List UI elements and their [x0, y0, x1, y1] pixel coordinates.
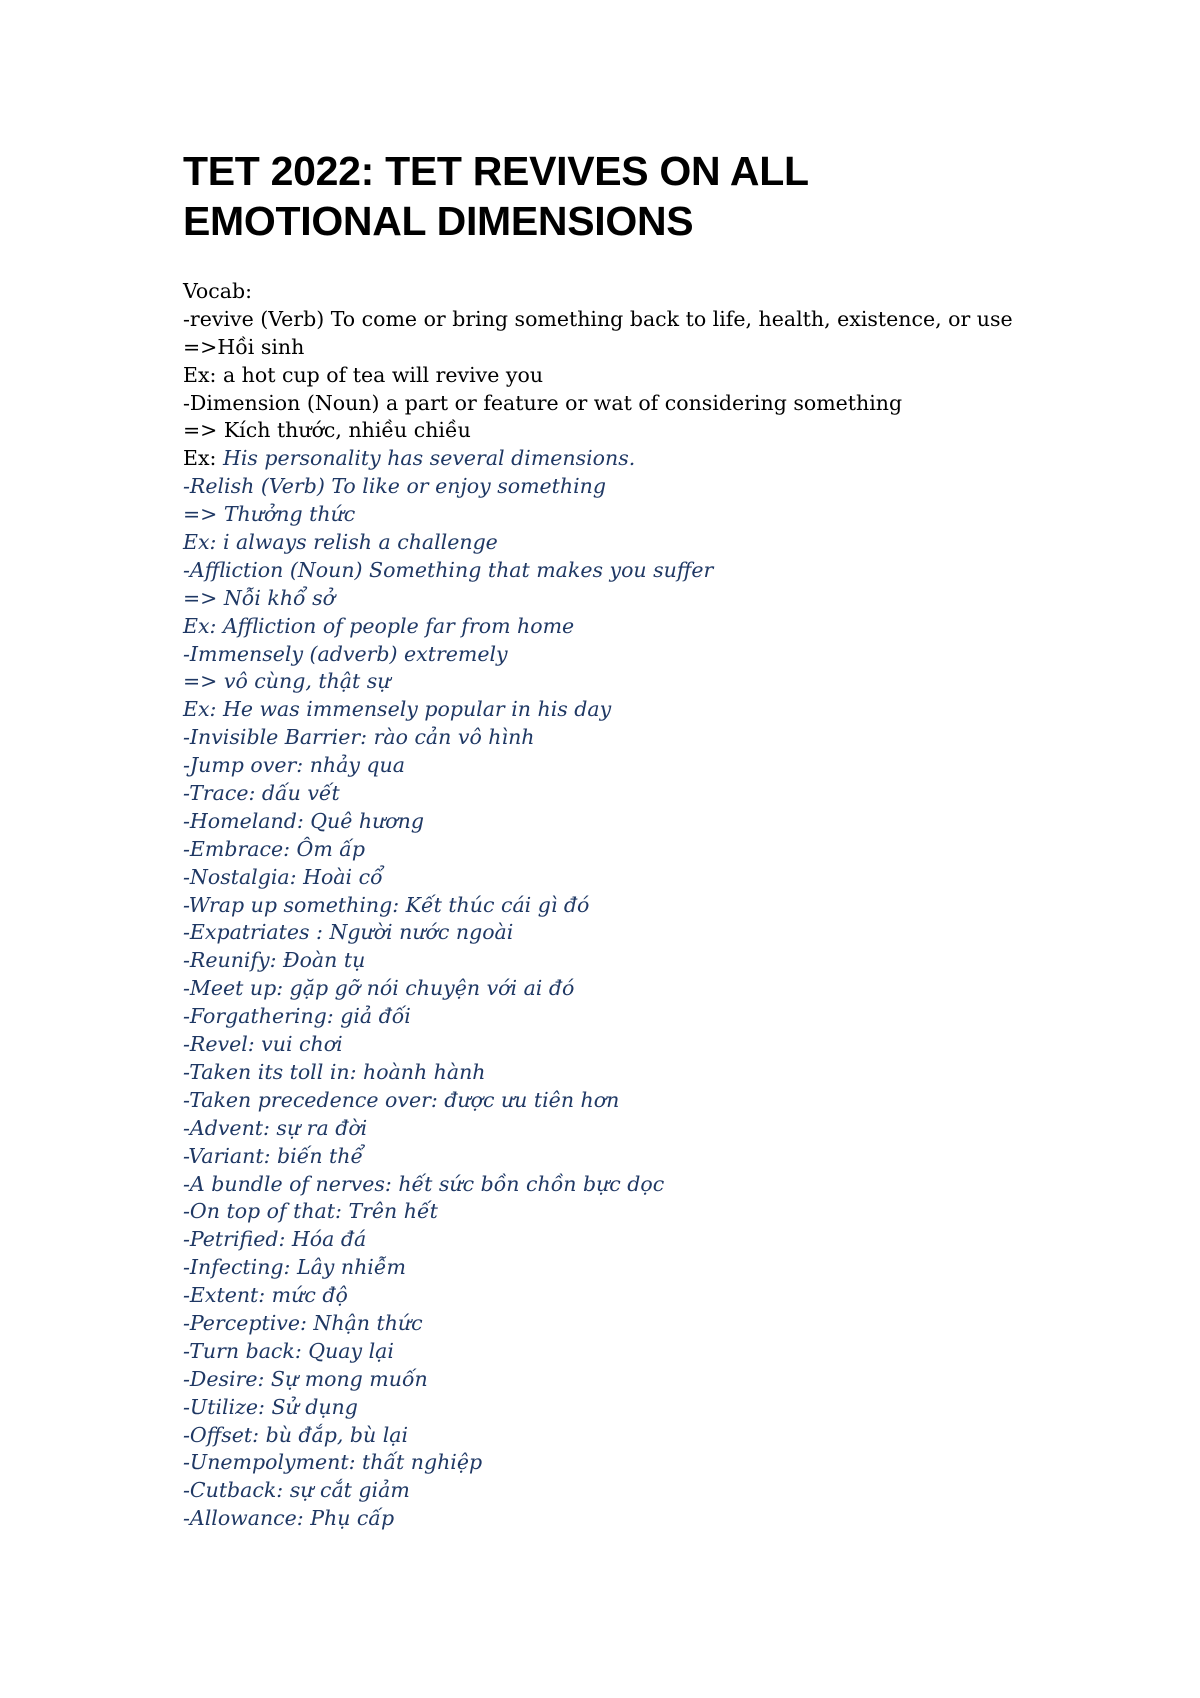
vocab-line: => Nỗi khổ sở [183, 585, 335, 610]
vocab-line: Ex: Affliction of people far from home [183, 613, 575, 638]
vocab-line: -On top of that: Trên hết [183, 1199, 438, 1224]
vocab-line: Ex: He was immensely popular in his day [183, 697, 612, 722]
vocab-line: Ex: i always relish a challenge [183, 530, 498, 555]
vocab-line: -Embrace: Ôm ấp [183, 836, 365, 861]
vocab-line: -Jump over: nhảy qua [183, 753, 405, 778]
vocab-line: => Kích thước, nhiều chiều [183, 418, 471, 443]
vocab-line: -Petrified: Hóa đá [183, 1227, 367, 1252]
vocab-line: -Perceptive: Nhận thức [183, 1310, 423, 1335]
vocab-line: -Unempolyment: thất nghiệp [183, 1450, 483, 1475]
vocab-line: Ex: a hot cup of tea will revive you [183, 362, 544, 387]
vocab-line: -Homeland: Quê hương [183, 808, 424, 833]
vocab-line: =>Hồi sinh [183, 334, 305, 359]
vocab-line: -Wrap up something: Kết thúc cái gì đó [183, 892, 590, 917]
vocab-line: -Cutback: sự cắt giảm [183, 1478, 410, 1503]
vocab-line: -Meet up: gặp gỡ nói chuyện với ai đó [183, 976, 575, 1001]
vocab-line: -Nostalgia: Hoài cổ [183, 864, 383, 889]
vocab-heading: Vocab: [183, 279, 252, 303]
vocab-line: -A bundle of nerves: hết sức bồn chồn bực dọc [183, 1171, 665, 1196]
vocab-line: => vô cùng, thật sự [183, 669, 391, 694]
vocab-line: -Advent: sự ra đời [183, 1115, 368, 1140]
vocab-list [183, 278, 1183, 1533]
vocab-line: => Thưởng thức [183, 502, 356, 527]
italic-vocab-lines [183, 473, 1183, 1533]
example-prefix: Ex: [183, 446, 223, 471]
vocab-line: -Invisible Barrier: rào cản vô hình [183, 725, 535, 750]
vocab-line: -Expatriates : Người nước ngoài [183, 920, 514, 945]
vocab-line: -Desire: Sự mong muốn [183, 1366, 428, 1391]
title-line-2: EMOTIONAL DIMENSIONS [183, 198, 694, 244]
vocab-line: -Dimension (Noun) a part or feature or wat of considering something [183, 390, 903, 415]
vocab-line: -Taken precedence over: được ưu tiên hơn [183, 1087, 620, 1112]
vocab-line: -revive (Verb) To come or bring something back to life, health, existence, or use [183, 306, 1013, 331]
vocab-line: -Turn back: Quay lại [183, 1338, 394, 1363]
vocab-line: -Affliction (Noun) Something that makes you suffer [183, 557, 714, 582]
example-text: His personality has several dimensions. [222, 446, 636, 471]
vocab-line: -Revel: vui chơi [183, 1032, 343, 1057]
vocab-line: -Forgathering: giả đối [183, 1004, 411, 1029]
vocab-line: -Utilize: Sử dụng [183, 1394, 358, 1419]
vocab-line: -Variant: biến thể [183, 1143, 364, 1168]
vocab-line: -Offset: bù đắp, bù lại [183, 1422, 409, 1447]
vocab-line: -Reunify: Đoàn tụ [183, 948, 366, 973]
vocab-example-line [183, 445, 1183, 473]
title-line-1: TET 2022: TET REVIVES ON ALL [183, 148, 809, 194]
vocab-line: -Infecting: Lây nhiễm [183, 1255, 406, 1280]
vocab-line: -Extent: mức độ [183, 1283, 348, 1308]
document-title [183, 146, 1143, 246]
vocab-line: -Immensely (adverb) extremely [183, 641, 508, 666]
vocab-line: -Trace: dấu vết [183, 781, 340, 806]
vocab-line: -Taken its toll in: hoành hành [183, 1059, 486, 1084]
vocab-line: -Relish (Verb) To like or enjoy something [183, 474, 607, 499]
vocab-line: -Allowance: Phụ cấp [183, 1506, 395, 1531]
